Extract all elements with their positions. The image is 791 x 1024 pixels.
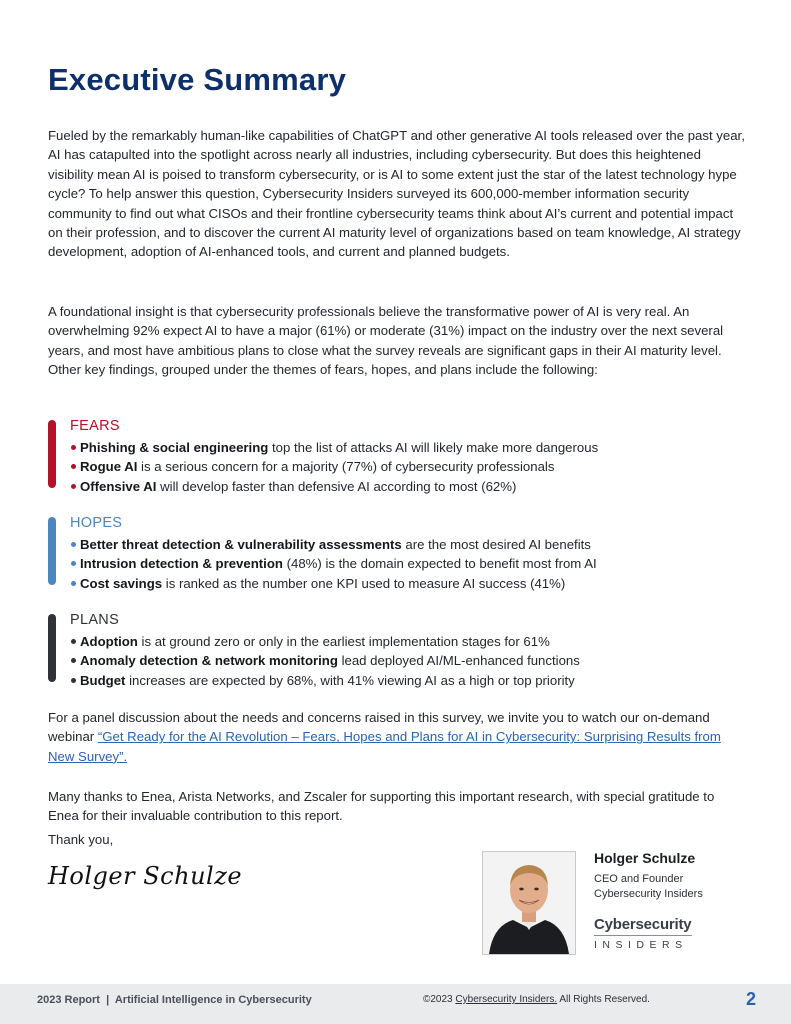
bullet-icon	[71, 639, 76, 644]
author-title: CEO and Founder	[594, 873, 684, 885]
item-bold: Cost savings	[80, 575, 163, 591]
item-text: lead deployed AI/ML-enhanced functions	[337, 653, 580, 669]
thank-you-text: Thank you,	[48, 832, 114, 847]
thanks-paragraph: Many thanks to Enea, Arista Networks, and Zscaler for supporting this important research, with special gratitude to Enea for their invaluable contribution to this report.	[48, 789, 715, 824]
plans-heading: PLANS	[70, 612, 120, 628]
item-text: is a serious concern for a majority (77%) of cybersecurity professionals	[137, 459, 555, 475]
list-item	[71, 574, 597, 593]
bullet-icon	[71, 581, 76, 586]
item-bold: Better threat detection & vulnerability assessments	[80, 537, 402, 552]
bullet-icon	[71, 561, 76, 566]
bullet-icon	[71, 464, 76, 469]
item-bold: Anomaly detection & network monitoring	[80, 653, 338, 669]
signature: Holger Schulze	[48, 862, 243, 890]
plans-list	[71, 632, 580, 690]
item-bold: Adoption	[80, 634, 138, 649]
logo-subtitle: INSIDERS	[594, 939, 688, 951]
hopes-list	[71, 535, 597, 593]
person-icon	[483, 852, 575, 954]
item-text: (48%) is the domain expected to benefit most from AI	[282, 556, 597, 572]
item-bold: Rogue AI	[80, 459, 138, 475]
page-title: Executive Summary	[48, 62, 347, 97]
list-item	[71, 438, 598, 457]
logo-divider	[594, 935, 692, 936]
webinar-link[interactable]: “Get Ready for the AI Revolution – Fears, Hopes and Plans for AI in Cybersecurity: Surprising Results from New Survey”.	[48, 729, 721, 764]
author-company: Cybersecurity Insiders	[594, 888, 703, 900]
bullet-icon	[71, 542, 76, 547]
item-bold: Budget	[80, 672, 126, 688]
item-text: increases are expected by 68%, with 41% viewing AI as a high or top priority	[125, 672, 575, 688]
intro-paragraph-1: Fueled by the remarkably human-like capabilities of ChatGPT and other generative AI tools released over the past year, AI has catapulted into the spotlight across nearly all industries, including cybersecurity. But does this heightened visibility mean AI is poised to transform cybersecurity, or is AI to some extent just the star of the latest technology hype cycle? To help answer this question, Cybersecurity Insiders surveyed its 600,000-member information security community to find out what CISOs and their frontline cybersecurity teams think about AI’s current and potential impact on their profession, and to discover the current AI maturity level of organizations based on team knowledge, AI strategy development, adoption of AI-enhanced tools, and current and planned budgets.	[48, 128, 745, 260]
bullet-icon	[71, 484, 76, 489]
list-item	[71, 632, 580, 651]
list-item	[71, 477, 598, 496]
webinar-paragraph	[48, 708, 748, 766]
hopes-section	[48, 515, 748, 595]
fears-heading: FEARS	[70, 418, 120, 434]
hopes-heading: HOPES	[70, 515, 123, 531]
item-text: will develop faster than defensive AI according to most (62%)	[156, 478, 517, 494]
item-text: are the most desired AI benefits	[401, 537, 591, 552]
item-text: is at ground zero or only in the earliest implementation stages for 61%	[137, 634, 550, 649]
fears-list	[71, 438, 598, 496]
item-text: is ranked as the number one KPI used to measure AI success (41%)	[162, 575, 566, 591]
page-number: 2	[746, 989, 757, 1009]
page-footer	[0, 984, 791, 1024]
list-item	[71, 457, 598, 476]
plans-accent-bar	[48, 614, 56, 682]
company-logo	[594, 916, 692, 951]
item-text: top the list of attacks AI will likely make more dangerous	[268, 440, 599, 455]
list-item	[71, 554, 597, 573]
author-role	[594, 872, 703, 902]
bullet-icon	[71, 445, 76, 450]
list-item	[71, 671, 580, 690]
hopes-accent-bar	[48, 517, 56, 585]
logo-wordmark: Cybersecurity	[594, 916, 692, 933]
webinar-text: For a panel discussion about the needs and concerns raised in this survey, we invite you to watch our on-demand webinar	[48, 710, 710, 745]
intro-paragraph-2: A foundational insight is that cybersecurity professionals believe the transformative power of AI is very real. An overwhelming 92% expect AI to have a major (61%) or moderate (31%) impact on the industry over the next several years, and most have ambitious plans to close what the survey reveals are significant gaps in their AI maturity level. Other key findings, grouped under the themes of fears, hopes, and plans include the following:	[48, 304, 724, 378]
fears-section	[48, 418, 748, 498]
plans-section	[48, 612, 748, 692]
item-bold: Intrusion detection & prevention	[80, 556, 283, 572]
author-name: Holger Schulze	[594, 850, 696, 866]
list-item	[71, 535, 597, 554]
item-bold: Offensive AI	[80, 478, 157, 494]
copyright-link[interactable]: Cybersecurity Insiders.	[455, 994, 558, 1005]
bullet-icon	[71, 678, 76, 683]
author-photo	[482, 851, 576, 955]
list-item	[71, 651, 580, 670]
copyright-prefix: ©2023	[423, 994, 456, 1005]
copyright-suffix: All Rights Reserved.	[557, 994, 650, 1005]
item-bold: Phishing & social engineering	[80, 440, 269, 455]
footer-copyright	[423, 994, 650, 1005]
bullet-icon	[71, 658, 76, 663]
footer-report-title: 2023 Report | Artificial Intelligence in Cybersecurity	[37, 994, 312, 1006]
fears-accent-bar	[48, 420, 56, 488]
